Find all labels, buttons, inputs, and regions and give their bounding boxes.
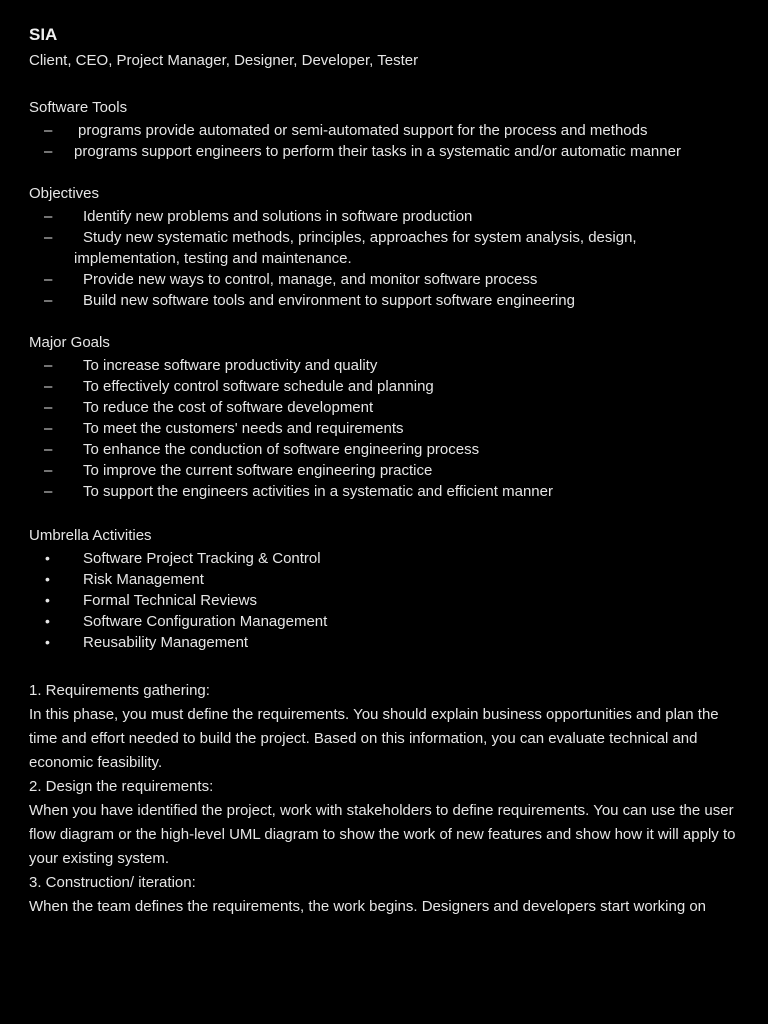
dash-marker: –	[44, 441, 53, 458]
section-heading: Umbrella Activities	[29, 527, 152, 544]
list-item-text: Software Project Tracking & Control	[83, 550, 321, 567]
list-item-text: Study new systematic methods, principles, approaches for system analysis, design,	[83, 229, 637, 246]
section-heading: Major Goals	[29, 334, 110, 351]
list-item	[29, 141, 740, 162]
list-item-text: Build new software tools and environment to support software engineering	[83, 292, 575, 309]
list-item-text: Reusability Management	[83, 634, 249, 651]
list-item	[29, 355, 740, 376]
list-item	[29, 481, 740, 502]
section-heading: Objectives	[29, 185, 100, 202]
bullet-marker: •	[45, 592, 50, 608]
list-item-text: To support the engineers activities in a systematic and efficient manner	[83, 483, 553, 500]
list-item	[29, 418, 740, 439]
phase-heading: 3. Construction/ iteration:	[29, 874, 196, 891]
list-item	[29, 397, 740, 418]
umbrella-activities-list	[29, 548, 740, 653]
list-item-text: programs support engineers to perform their tasks in a systematic and/or automatic manner	[74, 143, 681, 160]
list-item-text: Provide new ways to control, manage, and monitor software process	[83, 271, 538, 288]
dash-marker: –	[44, 420, 53, 437]
dash-marker: –	[44, 462, 53, 479]
list-item-text: To effectively control software schedule and planning	[83, 378, 434, 395]
list-item-text: To enhance the conduction of software engineering process	[83, 441, 480, 458]
note-subtitle: Client, CEO, Project Manager, Designer, Developer, Tester	[29, 52, 419, 69]
dash-marker: –	[44, 378, 53, 395]
list-item	[29, 269, 740, 290]
list-item-text: programs provide automated or semi-automated support for the process and methods	[78, 122, 648, 139]
major-goals-list	[29, 355, 740, 502]
list-item-text: To reduce the cost of software development	[83, 399, 374, 416]
list-item-text: Identify new problems and solutions in software production	[83, 208, 473, 225]
phase-body: In this phase, you must define the requirements. You should explain business opportunities and plan the time and effort needed to build the project. Based on this information, you can evaluate technical and economic feasibility.	[29, 706, 719, 771]
objectives-list	[29, 206, 740, 311]
list-item-text: To increase software productivity and quality	[83, 357, 378, 374]
phase-heading: 2. Design the requirements:	[29, 778, 214, 795]
dash-marker: –	[44, 208, 53, 225]
list-item-text: Risk Management	[83, 571, 204, 588]
note-title: SIA	[29, 25, 58, 44]
dash-marker: –	[44, 229, 53, 246]
dash-marker: –	[44, 483, 53, 500]
phase-body: When you have identified the project, work with stakeholders to define requirements. You can use the user flow diagram or the high-level UML diagram to show the work of new features and show how it will apply to your existing system.	[29, 802, 736, 867]
list-item	[29, 460, 740, 481]
phase-body: When the team defines the requirements, the work begins. Designers and developers start working on	[29, 898, 707, 915]
dash-marker: –	[44, 143, 53, 160]
list-item	[29, 548, 740, 569]
list-item	[29, 227, 740, 269]
list-item-continuation: implementation, testing and maintenance.	[74, 250, 352, 267]
dash-marker: –	[44, 292, 53, 309]
list-item	[29, 590, 740, 611]
list-item	[29, 611, 740, 632]
bullet-marker: •	[45, 613, 50, 629]
list-item	[29, 632, 740, 653]
dash-marker: –	[44, 122, 53, 139]
phase-heading: 1. Requirements gathering:	[29, 682, 210, 699]
section-major-goals	[29, 333, 740, 502]
dash-marker: –	[44, 357, 53, 374]
bullet-marker: •	[45, 634, 50, 650]
list-item-text: To meet the customers' needs and requirements	[83, 420, 404, 437]
section-heading: Software Tools	[29, 99, 128, 116]
list-item	[29, 290, 740, 311]
list-item	[29, 569, 740, 590]
phases-section	[29, 679, 740, 919]
list-item-text: Software Configuration Management	[83, 613, 328, 630]
bullet-marker: •	[45, 550, 50, 566]
dash-marker: –	[44, 271, 53, 288]
list-item	[29, 376, 740, 397]
list-item	[29, 439, 740, 460]
list-item-text: Formal Technical Reviews	[83, 592, 257, 609]
list-item-text: To improve the current software engineering practice	[83, 462, 433, 479]
dash-marker: –	[44, 399, 53, 416]
software-tools-list	[29, 120, 740, 162]
list-item	[29, 206, 740, 227]
section-software-tools	[29, 98, 740, 162]
section-objectives	[29, 184, 740, 311]
bullet-marker: •	[45, 571, 50, 587]
list-item	[29, 120, 740, 141]
section-umbrella-activities	[29, 526, 740, 653]
